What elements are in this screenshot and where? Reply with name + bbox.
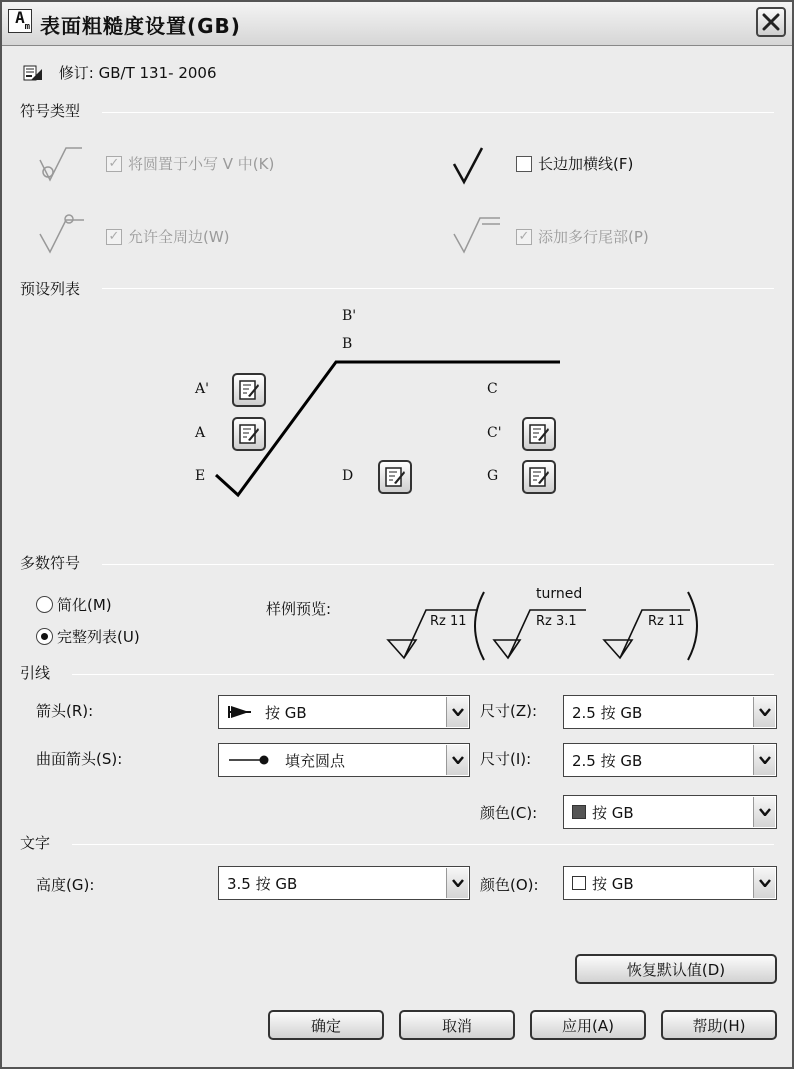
unchecked-box-icon <box>516 156 532 172</box>
apply-button[interactable]: 应用(A) <box>530 1010 646 1040</box>
height-dropdown[interactable] <box>218 866 470 900</box>
preview-top-text: turned <box>536 586 583 602</box>
text-divider <box>72 844 774 845</box>
app-icon <box>8 9 32 33</box>
all-around-label: 允许全周边(W) <box>128 228 230 246</box>
preset-list-group-label: 预设列表 <box>20 280 81 298</box>
chevron-down-icon[interactable] <box>446 745 468 775</box>
multi-symbol-divider <box>102 564 774 565</box>
surface-arrow-value: 填充圆点 <box>285 751 346 770</box>
chevron-down-icon[interactable] <box>446 868 468 898</box>
revision-text: 修订: GB/T 131- 2006 <box>58 64 217 82</box>
label-a-prime: A' <box>195 381 209 397</box>
check-icon: ✓ <box>106 156 122 172</box>
preview-value-2: Rz 3.1 <box>536 614 577 629</box>
label-d: D <box>342 468 354 484</box>
leader-color-dropdown[interactable] <box>563 795 777 829</box>
title-bar <box>2 2 792 46</box>
radio-off-icon <box>36 596 53 613</box>
chevron-down-icon[interactable] <box>753 697 775 727</box>
full-list-radio[interactable] <box>36 626 140 647</box>
edit-a-button[interactable] <box>232 417 266 451</box>
label-e: E <box>195 468 206 484</box>
circle-in-v-checkbox[interactable] <box>106 153 274 174</box>
height-label: 高度(G): <box>36 876 95 894</box>
preview-label: 样例预览: <box>266 600 332 618</box>
cancel-button[interactable]: 取消 <box>399 1010 515 1040</box>
arrow-dropdown[interactable] <box>218 695 470 729</box>
leader-divider <box>72 674 774 675</box>
size-z-value: 2.5 按 GB <box>572 703 643 722</box>
color-swatch <box>572 805 586 819</box>
leader-color-label: 颜色(C): <box>480 804 538 822</box>
long-edge-checkbox[interactable] <box>516 153 633 174</box>
simplify-label: 简化(M) <box>57 596 112 614</box>
restore-defaults-button[interactable]: 恢复默认值(D) <box>575 954 777 984</box>
circle-in-v-label: 将圆置于小写 V 中(K) <box>128 155 275 173</box>
text-color-value: 按 GB <box>592 874 634 893</box>
long-edge-label: 长边加横线(F) <box>538 155 634 173</box>
size-z-dropdown[interactable] <box>563 695 777 729</box>
surface-arrow-label: 曲面箭头(S): <box>36 750 123 768</box>
text-color-label: 颜色(O): <box>480 876 539 894</box>
check-icon: ✓ <box>516 229 532 245</box>
filled-dot-arrow-icon <box>227 754 271 766</box>
chevron-down-icon[interactable] <box>753 745 775 775</box>
ok-button[interactable]: 确定 <box>268 1010 384 1040</box>
size-i-label: 尺寸(I): <box>480 750 532 768</box>
circle-in-v-symbol-icon <box>36 142 84 186</box>
preview-value-1: Rz 11 <box>430 614 467 629</box>
edit-icon <box>384 466 406 488</box>
edit-g-button[interactable] <box>522 460 556 494</box>
multiline-tail-symbol-icon <box>450 208 502 256</box>
size-i-dropdown[interactable] <box>563 743 777 777</box>
revision-icon <box>22 63 44 83</box>
arrowhead-icon <box>227 704 253 720</box>
height-value: 3.5 按 GB <box>227 874 298 893</box>
label-g: G <box>487 468 499 484</box>
all-around-symbol-icon <box>36 210 86 256</box>
revision-row <box>22 62 217 83</box>
close-icon <box>761 12 781 32</box>
color-swatch <box>572 876 586 890</box>
leader-color-value: 按 GB <box>592 803 634 822</box>
text-group-label: 文字 <box>20 834 51 852</box>
app-icon-sub: m <box>24 22 30 32</box>
help-button[interactable]: 帮助(H) <box>661 1010 777 1040</box>
edit-icon <box>528 466 550 488</box>
label-a: A <box>195 425 206 441</box>
chevron-down-icon[interactable] <box>446 697 468 727</box>
arrow-label: 箭头(R): <box>36 702 94 720</box>
multiline-tail-checkbox[interactable] <box>516 226 649 247</box>
label-c: C <box>487 381 498 397</box>
window-title: 表面粗糙度设置(GB) <box>40 14 241 38</box>
chevron-down-icon[interactable] <box>753 797 775 827</box>
chevron-down-icon[interactable] <box>753 868 775 898</box>
text-color-dropdown[interactable] <box>563 866 777 900</box>
simplify-radio[interactable] <box>36 594 112 615</box>
edit-a-prime-button[interactable] <box>232 373 266 407</box>
symbol-type-group-label: 符号类型 <box>20 102 81 120</box>
close-button[interactable] <box>756 7 786 37</box>
symbol-type-divider <box>102 112 774 113</box>
edit-icon <box>238 423 260 445</box>
leader-group-label: 引线 <box>20 664 51 682</box>
app-icon-letter: A <box>15 8 25 27</box>
radio-on-icon <box>36 628 53 645</box>
preset-list-divider <box>102 288 774 289</box>
label-b-prime: B' <box>342 308 357 324</box>
multi-symbol-group-label: 多数符号 <box>20 554 81 572</box>
multiline-tail-label: 添加多行尾部(P) <box>538 228 649 246</box>
surface-arrow-dropdown[interactable] <box>218 743 470 777</box>
full-list-label: 完整列表(U) <box>57 628 140 646</box>
size-i-value: 2.5 按 GB <box>572 751 643 770</box>
label-b: B <box>342 336 353 352</box>
edit-icon <box>238 379 260 401</box>
all-around-checkbox[interactable] <box>106 226 230 247</box>
label-c-prime: C' <box>487 425 502 441</box>
edit-c-prime-button[interactable] <box>522 417 556 451</box>
edit-d-button[interactable] <box>378 460 412 494</box>
check-icon: ✓ <box>106 229 122 245</box>
edit-icon <box>528 423 550 445</box>
long-edge-symbol-icon <box>450 144 494 186</box>
preview-value-3: Rz 11 <box>648 614 685 629</box>
arrow-value: 按 GB <box>265 703 307 722</box>
size-z-label: 尺寸(Z): <box>480 702 538 720</box>
